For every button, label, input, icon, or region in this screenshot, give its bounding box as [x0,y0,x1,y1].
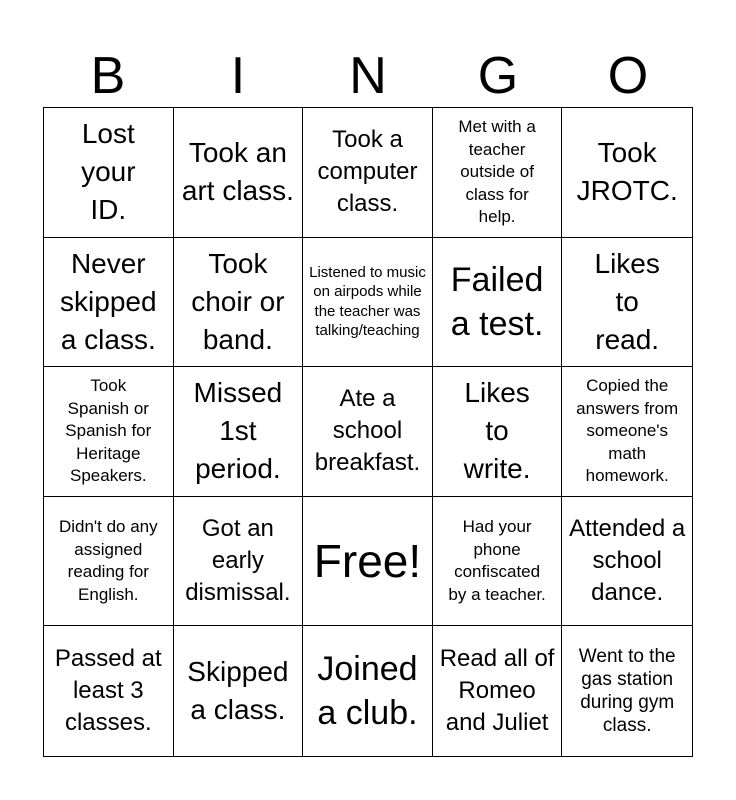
cell-text: Lost your ID. [81,118,136,226]
cell-text: Went to the gas station during gym class. [578,646,676,737]
cell-text: Likes to read. [594,247,660,355]
bingo-cell-3-1[interactable] [44,367,174,497]
cell-text: Never skipped a class. [60,247,157,355]
bingo-cell-4-2[interactable] [174,497,304,627]
cell-text: Read all of Romeo and Juliet [439,645,555,737]
cell-text: Missed 1st period. [193,377,283,485]
bingo-cell-4-3[interactable] [303,497,433,627]
bingo-cell-5-2[interactable] [174,626,304,756]
bingo-cell-5-5[interactable] [562,626,692,756]
bingo-cell-1-4[interactable] [433,108,563,238]
bingo-cell-2-3[interactable] [303,238,433,368]
bingo-cell-2-1[interactable] [44,238,174,368]
bingo-cell-1-5[interactable] [562,108,692,238]
bingo-cell-4-5[interactable] [562,497,692,627]
cell-text: Ate a school breakfast. [314,385,421,477]
cell-text: Attended a school dance. [569,515,686,607]
cell-text: Took choir or band. [191,247,285,355]
bingo-cell-2-4[interactable] [433,238,563,368]
cell-text: Passed at least 3 classes. [54,645,162,737]
cell-text: Listened to music on airpods while the teacher was talking/teaching [309,263,426,340]
bingo-cell-3-4[interactable] [433,367,563,497]
cell-text: Met with a teacher outside of class for help. [458,117,536,227]
bingo-cell-5-4[interactable] [433,626,563,756]
bingo-cell-1-3[interactable] [303,108,433,238]
cell-text: Took JROTC. [576,137,678,207]
cell-text: Copied the answers from someone's math homework. [576,376,679,486]
cell-text: Took an art class. [181,137,294,207]
header-letter-o: O [607,47,649,105]
bingo-cell-3-5[interactable] [562,367,692,497]
bingo-cell-1-2[interactable] [174,108,304,238]
bingo-board [43,107,693,757]
cell-text: Took a computer class. [317,126,418,218]
cell-text: Joined a club. [317,650,418,733]
cell-text: Had your phone confiscated by a teacher. [448,517,546,604]
bingo-cell-2-2[interactable] [174,238,304,368]
cell-text: Didn't do any assigned reading for English. [58,517,158,604]
bingo-cell-5-1[interactable] [44,626,174,756]
bingo-cell-4-4[interactable] [433,497,563,627]
cell-text: Skipped a class. [187,656,289,726]
header-letter-b: B [90,47,126,105]
bingo-cell-2-5[interactable] [562,238,692,368]
cell-text: Got an early dismissal. [185,515,291,607]
free-space: Free! [313,535,422,588]
cell-text: Took Spanish or Spanish for Heritage Speakers. [65,376,152,486]
bingo-header [43,46,693,106]
header-letter-i: I [230,47,246,105]
cell-text: Failed a test. [450,260,544,343]
bingo-cell-1-1[interactable] [44,108,174,238]
header-letter-n: N [349,47,387,105]
header-letter-g: G [477,47,519,105]
bingo-cell-5-3[interactable] [303,626,433,756]
bingo-cell-4-1[interactable] [44,497,174,627]
bingo-cell-3-2[interactable] [174,367,304,497]
cell-text: Likes to write. [463,377,531,485]
bingo-cell-3-3[interactable] [303,367,433,497]
